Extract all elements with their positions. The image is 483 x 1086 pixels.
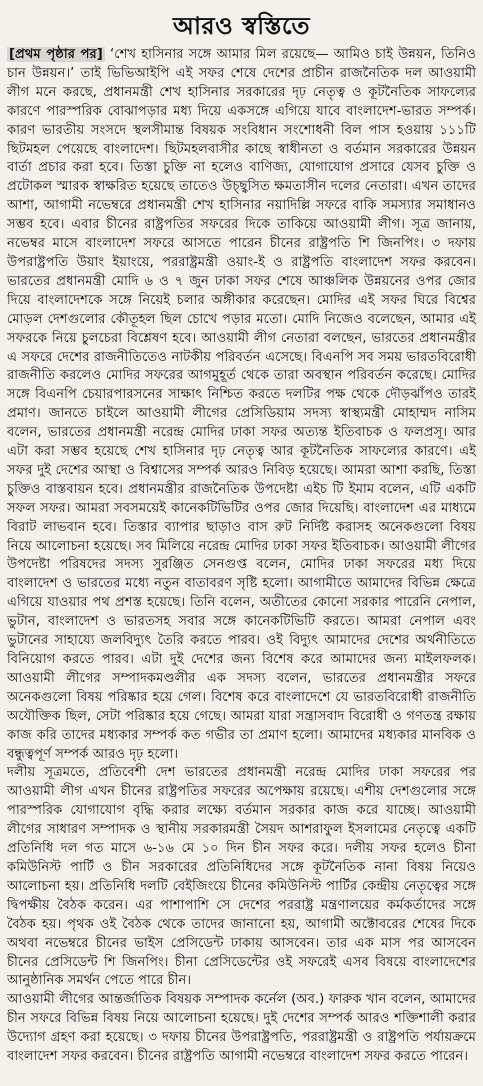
paragraph-3: আওয়ামী লীগের আন্তর্জাতিক বিষয়ক সম্পাদক কর্নেল (অব.) ফারুক খান বলেন, আমাদের চীন সফরে বিভিন্ন বিষয় নিয়ে আলোচনা হয়েছে। দুই দেশের সম্পর্ক আরও শক্তিশালী করার উদ্যোগ গ্রহণ করা হয়েছে। ৩ দফায় চীনের উপরাষ্ট্রপতি, পররাষ্ট্রমন্ত্রী ও রাষ্ট্রপতি পর্যায়ক্রমে বাংলাদেশ সফর করবেন। চীনের রাষ্ট্রপতি আগামী নভেম্বরে বাংলাদেশ সফর করতে পারেন। [7, 992, 476, 1065]
continuation-kicker: [প্রথম পৃষ্ঠার পর] [9, 47, 103, 62]
paragraph-1-text: ‘শেখ হাসিনার সঙ্গে আমার মিল রয়েছে— আমিও চাই উন্নয়ন, তিনিও চান উন্নয়ন।’ তাই ভিভিআইপি এই সফর শেষে দেশের প্রাচীন রাজনৈতিক দল আওয়ামী লীগ মনে করছে, প্রধানমন্ত্রী শেখ হাসিনার সরকারের দৃঢ় নেতৃত্ব ও কূটনৈতিক সাফল্যের কারণে পারস্পরিক বোঝাপড়ার মধ্য দিয়ে একসঙ্গে এগিয়ে যাবে বাংলাদেশ-ভারত সম্পর্ক। কারণ ভারতীয় সংসদে স্থলসীমান্ত বিষয়ক সংবিধান সংশোধনী বিল পাস হওয়ায় ১১১টি ছিটমহল পেয়েছে বাংলাদেশ। ছিটমহলবাসীর কাছে স্বাধীনতা ও বর্তমান সরকারের উন্নয়ন বার্তা প্রচার করা হবে। তিস্তা চুক্তি না হলেও বাণিজ্য, যোগাযোগ প্রসারে যেসব চুক্তি ও প্রটোকল স্মারক স্বাক্ষরিত হয়েছে তাতেও উচ্ছ্বসিত ক্ষমতাসীন দলের নেতারা। এখন তাদের আশা, আগামী নভেম্বরে প্রধানমন্ত্রী শেখ হাসিনার নয়াদিল্লি সফরে বাকি সমস্যার সমাধানও সম্ভব হবে। এবার চীনের রাষ্ট্রপতির সফরের দিকে তাকিয়ে আওয়ামী লীগ। সূত্র জানায়, নভেম্বর মাসে বাংলাদেশ সফরে আসতে পারেন চীনের রাষ্ট্রপতি শি জিনপিং। ৩ দফায় উপরাষ্ট্রপতি উয়াং ইয়াংয়ে, পররাষ্ট্রমন্ত্রী ওয়াং-ই ও রাষ্ট্রপতি বাংলাদেশ সফর করবেন। ভারতের প্রধানমন্ত্রী মোদি ৬ ও ৭ জুন ঢাকা সফর শেষে আঞ্চলিক উন্নয়নের ওপর জোর দিয়ে বাংলাদেশকে সঙ্গে নিয়েই চলার অঙ্গীকার করেছেন। মোদির এই সফর ঘিরে বিশ্বের মোড়ল দেশগুলোর কৌতূহল ছিল চোখে পড়ার মতো। মোদি নিজেও বলেছেন, আমার এই সফরকে নিয়ে চুলচেরা বিশ্লেষণ হবে। আওয়ামী লীগ নেতারা বলছেন, ভারতের প্রধানমন্ত্রীর এ সফরে দেশের রাজনীতিতেও নাটকীয় পরিবর্তন এসেছে। বিএনপি সব সময় ভারতবিরোধী রাজনীতি করলেও মোদির সফরের আগমুহূর্ত থেকে তারা অবস্থান পরিবর্তন করেছে। মোদির সঙ্গে বিএনপি চেয়ারপারসনের সাক্ষাৎ নিশ্চিত করতে দলটির পক্ষ থেকে দৌড়ঝাঁপও তারই প্রমাণ। জানতে চাইলে আওয়ামী লীগের প্রেসিডিয়াম সদস্য স্বাস্থ্যমন্ত্রী মোহাম্মদ নাসিম বলেন, ভারতের প্রধানমন্ত্রী নরেন্দ্র মোদির ঢাকা সফর অত্যন্ত ইতিবাচক ও ফলপ্রসূ। আর এটা করা সম্ভব হয়েছে শেখ হাসিনার দৃঢ় নেতৃত্ব আর কূটনৈতিক সাফল্যের কারণে। এই সফর দুই দেশের আস্থা ও বিশ্বাসের সম্পর্ক আরও নিবিড় হয়েছে। আমরা আশা করছি, তিস্তা চুক্তিও বাস্তবায়ন হবে। প্রধানমন্ত্রীর রাজনৈতিক উপদেষ্টা এইচ টি ইমাম বলেন, এটি একটি সফল সফর। আমরা সবসময়েই কানেকটিভিটির ওপর জোর দিয়েছি। বাংলাদেশ এর মাধ্যমে বিরাট লাভবান হবে। তিস্তার ব্যাপার ছাড়াও বাস রুট নির্দিষ্ট করাসহ অনেকগুলো বিষয় নিয়ে আলোচনা হয়েছে। সব মিলিয়ে নরেন্দ্র মোদির ঢাকা সফর ইতিবাচক। আওয়ামী লীগের উপদেষ্টা পরিষদের সদস্য সুরঞ্জিত সেনগুপ্ত বলেন, মোদির ঢাকা সফরের মধ্য দিয়ে বাংলাদেশ ও ভারতের মধ্যে নতুন বাতাবরণ সৃষ্টি হলো। আগামীতে আমাদের বিভিন্ন ক্ষেত্রে এগিয়ে যাওয়ার পথ প্রশস্ত হয়েছে। তিনি বলেন, অতীতের কোনো সরকার পারেনি নেপাল, ভুটান, বাংলাদেশ ও ভারতসহ সবার সঙ্গে কানেকটিভিটি করতে। আমরা নেপাল এবং ভুটানের সাহায্যে জলবিদ্যুৎ তৈরি করতে পারব। ওই বিদ্যুৎ আমাদের দেশের অর্থনীতিতে বিনিয়োগ করতে পারব। এটা দুই দেশের জন্য বিশেষ করে আমাদের জন্য মাইলফলক। আওয়ামী লীগের সম্পাদকমণ্ডলীর এক সদস্য বলেন, ভারতের প্রধানমন্ত্রীর সফরে অনেকগুলো বিষয় পরিষ্কার হয়ে গেল। বিশেষ করে বাংলাদেশে যে ভারতবিরোধী রাজনীতি অযৌক্তিক ছিল, সেটা পরিষ্কার হয়ে গেছে। আমরা যারা সন্ত্রাসবাদ বিরোধী ও গণতন্ত্র রক্ষায় কাজ করি তাদের মধ্যকার সম্পর্ক কত গভীর তা প্রমাণ হলো। আমাদের মধ্যকার মানবিক ও বন্ধুত্বপূর্ণ সম্পর্ক আরও দৃঢ় হলো। [7, 47, 476, 762]
paragraph-2: দলীয় সূত্রমতে, প্রতিবেশী দেশ ভারতের প্রধানমন্ত্রী নরেন্দ্র মোদির ঢাকা সফরের পর আওয়ামী লীগ এখন চীনের রাষ্ট্রপতির সফরের অপেক্ষায় রয়েছে। এশীয় দেশগুলোর সঙ্গে পারস্পরিক যোগাযোগ বৃদ্ধি করার লক্ষ্যে বর্তমান সরকার কাজ করে যাচ্ছে। আওয়ামী লীগের সাধারণ সম্পাদক ও স্থানীয় সরকারমন্ত্রী সৈয়দ আশরাফুল ইসলামের নেতৃত্বে একটি প্রতিনিধি দল গত মাসে ৬-১৬ মে ১০ দিন চীন সফর করে। দলীয় সফর হলেও চীনা কমিউনিস্ট পার্টি ও চীন সরকারের প্রতিনিধিদের সঙ্গে কূটনৈতিক নানা বিষয় নিয়েও আলোচনা হয়। প্রতিনিধি দলটি বেইজিংয়ে চীনের কমিউনিস্ট পার্টির কেন্দ্রীয় নেতৃত্বের সঙ্গে দ্বিপক্ষীয় বৈঠক করেন। এর পাশাপাশি সে দেশের পররাষ্ট্র মন্ত্রণালয়ের কর্মকর্তাদের সঙ্গে বৈঠক হয়। পৃথক ওই বৈঠক থেকে তাদের জানানো হয়, আগামী অক্টোবরের শেষের দিকে অথবা নভেম্বরে চীনের ভাইস প্রেসিডেন্ট ঢাকায় আসবেন। তার এক মাস পর আসবেন চীনের প্রেসিডেন্ট শি জিনপিং। চীনা প্রেসিডেন্টের ওই সফরেই এসব বিষয়ে বাংলাদেশের আনুষ্ঠানিক সমর্থন পেতে পারে চীন। [7, 765, 476, 989]
article-body [7, 46, 476, 1067]
paragraph-1 [7, 46, 476, 764]
headline: আরও স্বস্তিতে [172, 11, 311, 40]
